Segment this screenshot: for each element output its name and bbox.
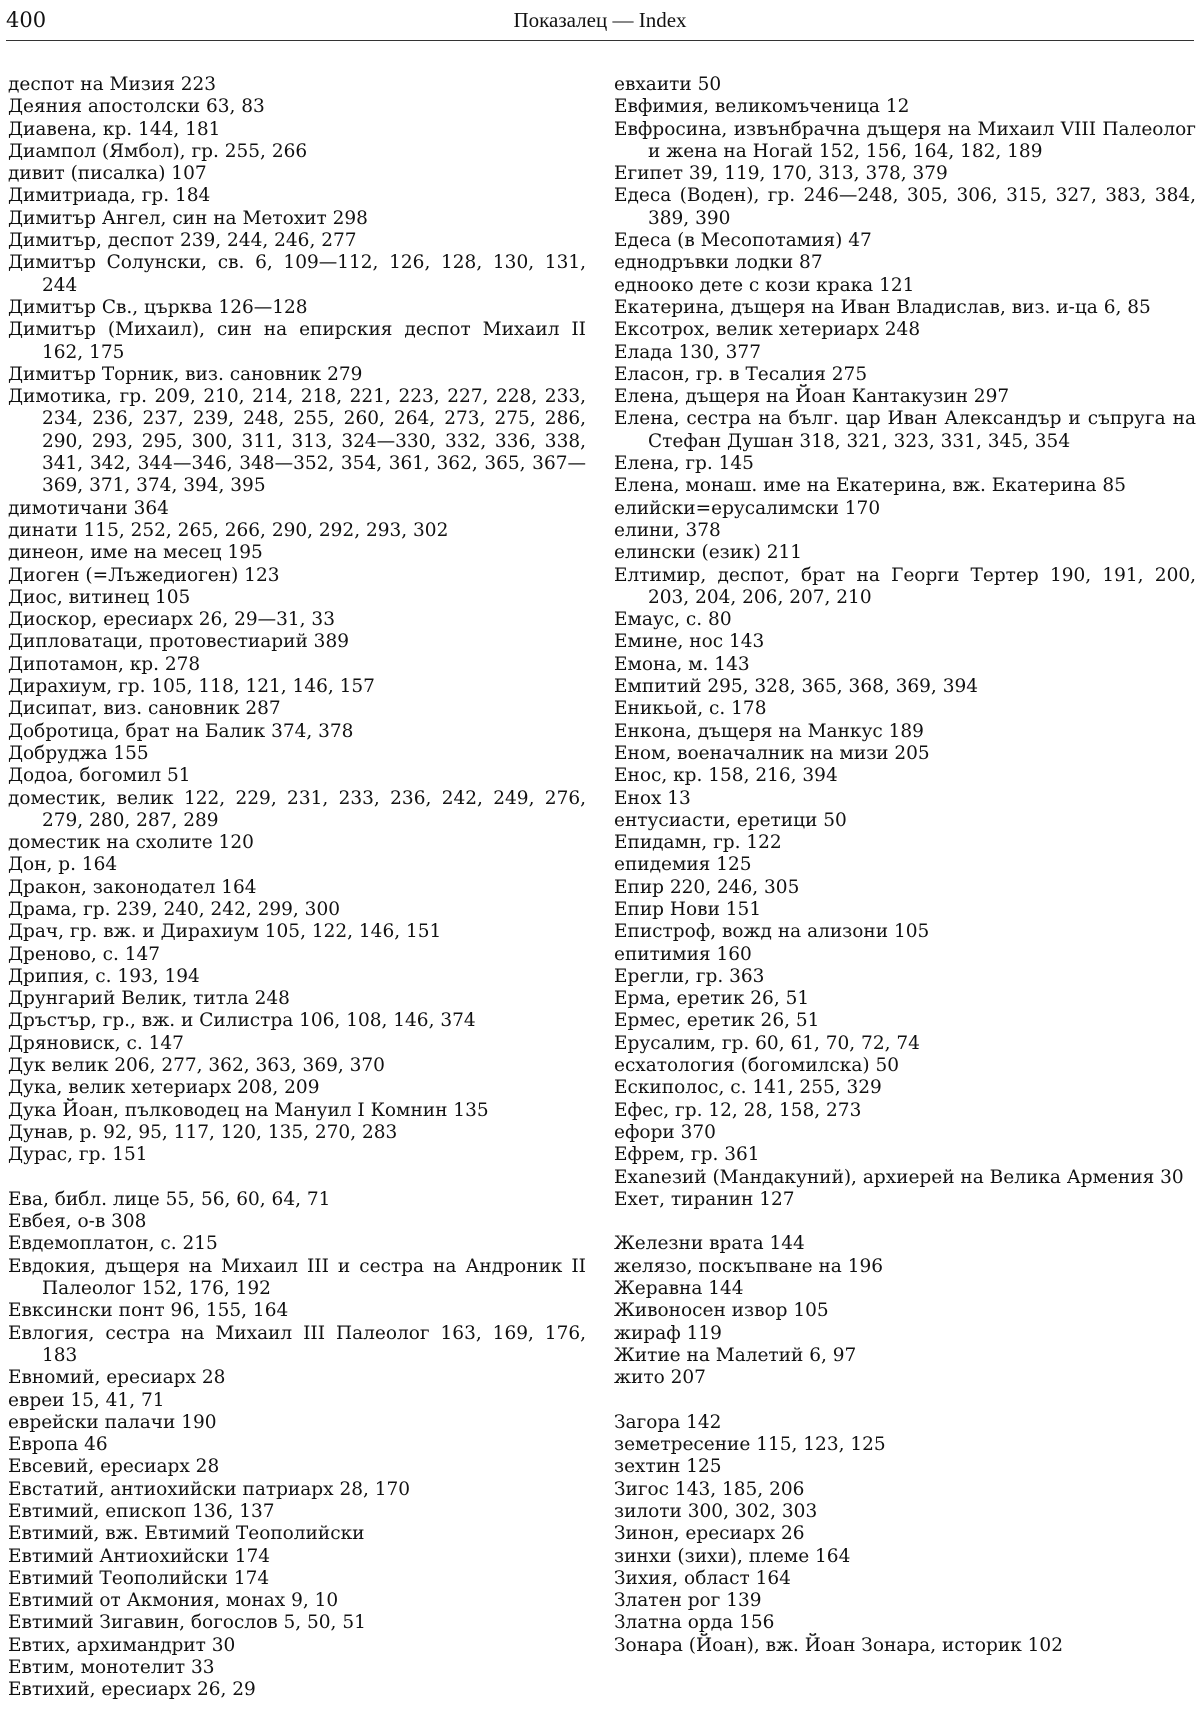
index-entry: доместик на схолите 120 (8, 832, 254, 854)
index-entry: Дука, велик хетериарх 208, 209 (8, 1077, 320, 1099)
index-entry: Дука Йоан, пълководец на Мануил I Комнин 135 (8, 1099, 489, 1121)
index-entry: Дурас, гр. 151 (8, 1144, 148, 1166)
index-entry: Ехаnезий (Мандакуний), архиерей на Велика Армения 30 (614, 1166, 1184, 1188)
index-entry: елини, 378 (614, 519, 721, 541)
index-entry: Евтих, архимандрит 30 (8, 1634, 236, 1656)
index-entry: Златен рог 139 (614, 1590, 762, 1612)
index-entry: Епир Нови 151 (614, 898, 762, 920)
index-entry: Житие на Малетий 6, 97 (614, 1344, 857, 1366)
index-entry: Дреново, с. 147 (8, 943, 161, 965)
index-entry: Евтимий от Акмония, монах 9, 10 (8, 1590, 339, 1612)
index-entry: Евтимий, вж. Евтимий Теополийски (8, 1523, 365, 1545)
index-entry: Загора 142 (614, 1411, 722, 1433)
index-entry: Диампол (Ямбол), гр. 255, 266 (8, 140, 308, 162)
index-entry: Дипловатаци, протовестиарий 389 (8, 631, 349, 653)
index-entry: епидемия 125 (614, 854, 752, 876)
index-entry: еднодръвки лодки 87 (614, 252, 823, 274)
index-entry: Емона, м. 143 (614, 653, 750, 675)
index-entry: Евдокия, дъщеря на Михаил III и сестра на Андроник II Палеолог 152, 176, 192 (8, 1255, 586, 1300)
index-entry: Железни врата 144 (614, 1233, 805, 1255)
index-entry: Емине, нос 143 (614, 631, 765, 653)
index-entry: Дръстър, гр., вж. и Силистра 106, 108, 146, 374 (8, 1010, 476, 1032)
index-entry: Евстатий, антиохийски патриарх 28, 170 (8, 1478, 411, 1500)
index-entry: Ерма, еретик 26, 51 (614, 988, 810, 1010)
index-entry: едноoко дете с кози крака 121 (614, 274, 915, 296)
index-entry: елински (език) 211 (614, 542, 803, 564)
index-entry: Евбея, о-в 308 (8, 1211, 147, 1233)
index-entry: Емаус, с. 80 (614, 609, 732, 631)
index-entry: Дук велик 206, 277, 362, 363, 369, 370 (8, 1055, 385, 1077)
index-column-left (8, 74, 586, 1702)
index-entry: Диоген (=Лъжедиоген) 123 (8, 564, 280, 586)
index-entry: Диавена, кр. 144, 181 (8, 118, 221, 140)
index-entry: Димитър Св., църква 126—128 (8, 296, 308, 318)
index-entry: Ерусалим, гр. 60, 61, 70, 72, 74 (614, 1032, 920, 1054)
index-entry: Енкона, дъщеря на Манкус 189 (614, 720, 924, 742)
index-entry: Елтимир, деспот, брат на Георги Тертер 190, 191, 200, 203, 204, 206, 207, 210 (614, 564, 1196, 608)
index-entry: Елена, дъщеря на Йоан Кантакузин 297 (614, 386, 1010, 408)
index-entry: есхатология (богомилска) 50 (614, 1055, 899, 1077)
index-entry: Зинон, ересиарх 26 (614, 1523, 805, 1545)
index-entry: Елена, монаш. име на Екатерина, вж. Екатерина 85 (614, 475, 1126, 497)
index-entry: Елена, гр. 145 (614, 453, 754, 475)
index-entry: Димитър, деспот 239, 244, 246, 277 (8, 230, 357, 252)
index-entry: земетресение 115, 123, 125 (614, 1434, 886, 1456)
index-entry: Евсевий, ересиарх 28 (8, 1456, 220, 1478)
index-entry: Ефес, гр. 12, 28, 158, 273 (614, 1099, 862, 1121)
index-entry: Дракон, законодател 164 (8, 876, 257, 898)
index-entry: Елада 130, 377 (614, 341, 761, 363)
index-entry: Евксински понт 96, 155, 164 (8, 1300, 289, 1322)
index-entry: Дряновиск, с. 147 (8, 1032, 184, 1054)
index-entry: Ерегли, гр. 363 (614, 965, 765, 987)
index-entry: Жеравна 144 (614, 1278, 744, 1300)
letter-gap (8, 1167, 586, 1189)
index-entry: Ева, библ. лице 55, 56, 60, 64, 71 (8, 1188, 331, 1210)
index-entry: Димитриада, гр. 184 (8, 185, 211, 207)
index-entry: Евтим, монотелит 33 (8, 1657, 215, 1679)
index-entry: Драма, гр. 239, 240, 242, 299, 300 (8, 898, 340, 920)
index-entry: евхаити 50 (614, 74, 722, 95)
index-entry: Димитър Ангел, син на Метохит 298 (8, 207, 368, 229)
letter-gap (614, 1390, 1196, 1412)
page-header (6, 6, 1194, 36)
index-entry: Епистроф, вожд на ализони 105 (614, 921, 930, 943)
index-entry: Евномий, ересиарх 28 (8, 1367, 226, 1389)
index-entry: Евтихий, ересиарх 26, 29 (8, 1679, 256, 1701)
index-entry: Додоа, богомил 51 (8, 765, 191, 787)
index-entry: Дрипия, с. 193, 194 (8, 965, 200, 987)
index-entry: Еласон, гр. в Тесалия 275 (614, 363, 868, 385)
index-entry: Екатерина, дъщеря на Иван Владислав, виз. и-ца 6, 85 (614, 296, 1151, 318)
index-entry: Зихия, област 164 (614, 1567, 791, 1589)
index-entry: Едеса (в Месопотамия) 47 (614, 230, 872, 252)
index-entry: ентусиасти, еретици 50 (614, 809, 847, 831)
index-entry: Евдемоплатон, с. 215 (8, 1233, 218, 1255)
index-entry: Живоносен извор 105 (614, 1300, 829, 1322)
index-entry: Евфимия, великомъченица 12 (614, 96, 910, 118)
index-entry: Европа 46 (8, 1434, 108, 1456)
index-entry: Енох 13 (614, 787, 691, 809)
index-entry: дивит (писалка) 107 (8, 163, 207, 185)
index-entry: Ескиполос, с. 141, 255, 329 (614, 1077, 882, 1099)
index-entry: евреи 15, 41, 71 (8, 1389, 165, 1411)
index-entry: епитимия 160 (614, 943, 752, 965)
index-entry: Дунав, р. 92, 95, 117, 120, 135, 270, 283 (8, 1121, 398, 1143)
index-entry: Ефрем, гр. 361 (614, 1144, 760, 1166)
index-entry: Епир 220, 246, 305 (614, 876, 800, 898)
index-entry: Епидамн, гр. 122 (614, 832, 782, 854)
index-entry: елийски=ерусалимски 170 (614, 497, 881, 519)
index-entry: жито 207 (614, 1367, 706, 1389)
index-entry: Евлогия, сестра на Михаил III Палеолог 163, 169, 176, 183 (8, 1322, 586, 1366)
index-entry: Енос, кр. 158, 216, 394 (614, 765, 838, 787)
index-entry: Димитър Солунски, св. 6, 109—112, 126, 128, 130, 131, 244 (8, 252, 586, 296)
index-entry: Зонара (Йоан), вж. Йоан Зонара, историк 102 (614, 1634, 1063, 1656)
index-entry: Добруджа 155 (8, 742, 149, 764)
index-entry: желязо, поскъпване на 196 (614, 1255, 884, 1277)
index-column-right (614, 74, 1196, 1657)
index-entry: Димитър (Михаил), син на епирския деспот Михаил II 162, 175 (8, 319, 586, 363)
index-entry: Димотика, гр. 209, 210, 214, 218, 221, 223, 227, 228, 233, 234, 236, 237, 239, 248, 255, 260, 264, 273, 275, 286, 290, 293, 295, 300, 311, 313, 324—330, 332, 336, 338, 341, 342, 344—346, 348—352, 354, 361, 362, 365, 367—369, 371, 374, 394, 395 (8, 386, 586, 497)
index-entry: Евтимий, епископ 136, 137 (8, 1501, 275, 1522)
index-entry: динати 115, 252, 265, 266, 290, 292, 293, 302 (8, 519, 449, 541)
index-entry: Емпитий 295, 328, 365, 368, 369, 394 (614, 676, 979, 698)
index-entry: Ермес, еретик 26, 51 (614, 1010, 820, 1032)
index-entry: Деяния апостолски 63, 83 (8, 96, 265, 118)
index-entry: Дисипат, виз. сановник 287 (8, 698, 281, 720)
index-entry: Ексотрох, велик хетериарх 248 (614, 319, 921, 341)
index-entry: Диос, витинец 105 (8, 586, 191, 608)
index-entry: деспот на Мизия 223 (8, 74, 217, 95)
index-entry: Еникьой, с. 178 (614, 698, 767, 720)
index-entry: зилоти 300, 302, 303 (614, 1501, 818, 1522)
letter-gap (614, 1211, 1196, 1233)
index-entry: Друнгарий Велик, титла 248 (8, 988, 290, 1010)
index-entry: зехтин 125 (614, 1456, 722, 1478)
index-entry: Дон, р. 164 (8, 854, 118, 876)
index-entry: еврейски палачи 190 (8, 1411, 217, 1433)
index-entry: Елена, сестра на бълг. цар Иван Александър и съпруга на Стефан Душан 318, 321, 323, 331, 345, 354 (614, 408, 1196, 452)
index-entry: Диоскор, ересиарх 26, 29—31, 33 (8, 609, 335, 631)
index-entry: динеон, име на месец 195 (8, 542, 263, 564)
index-entry: Дирахиум, гр. 105, 118, 121, 146, 157 (8, 676, 375, 698)
index-entry: Евтимий Теополийски 174 (8, 1567, 270, 1589)
index-entry: Едеса (Воден), гр. 246—248, 305, 306, 315, 327, 383, 384, 389, 390 (614, 185, 1196, 229)
index-entry: Димитър Торник, виз. сановник 279 (8, 363, 363, 385)
index-entry: Зигос 143, 185, 206 (614, 1478, 805, 1500)
index-entry: зинхи (зихи), племе 164 (614, 1545, 851, 1567)
index-entry: Евтимий Зигавин, богослов 5, 50, 51 (8, 1612, 366, 1634)
index-entry: Евтимий Антиохийски 174 (8, 1545, 270, 1567)
header-rule (6, 40, 1194, 41)
index-entry: ефори 370 (614, 1121, 716, 1143)
index-entry: доместик, велик 122, 229, 231, 233, 236, 242, 249, 276, 279, 280, 287, 289 (8, 787, 586, 831)
index-entry: Еном, военачалник на мизи 205 (614, 742, 930, 764)
index-entry: Драч, гр. вж. и Дирахиум 105, 122, 146, 151 (8, 921, 442, 943)
running-title: Показалец — Index (513, 8, 687, 32)
index-entry: жираф 119 (614, 1322, 722, 1344)
index-entry: Дипотамон, кр. 278 (8, 653, 201, 675)
index-entry: Добротица, брат на Балик 374, 378 (8, 720, 354, 742)
index-entry: Евфросина, извънбрачна дъщеря на Михаил VIII Палеолог и жена на Ногай 152, 156, 164, 182, 189 (614, 118, 1196, 162)
index-entry: Ехет, тиранин 127 (614, 1188, 795, 1210)
index-entry: Египет 39, 119, 170, 313, 378, 379 (614, 163, 948, 185)
page-number: 400 (6, 8, 47, 32)
index-entry: димотичани 364 (8, 497, 169, 519)
index-entry: Златна орда 156 (614, 1612, 775, 1634)
